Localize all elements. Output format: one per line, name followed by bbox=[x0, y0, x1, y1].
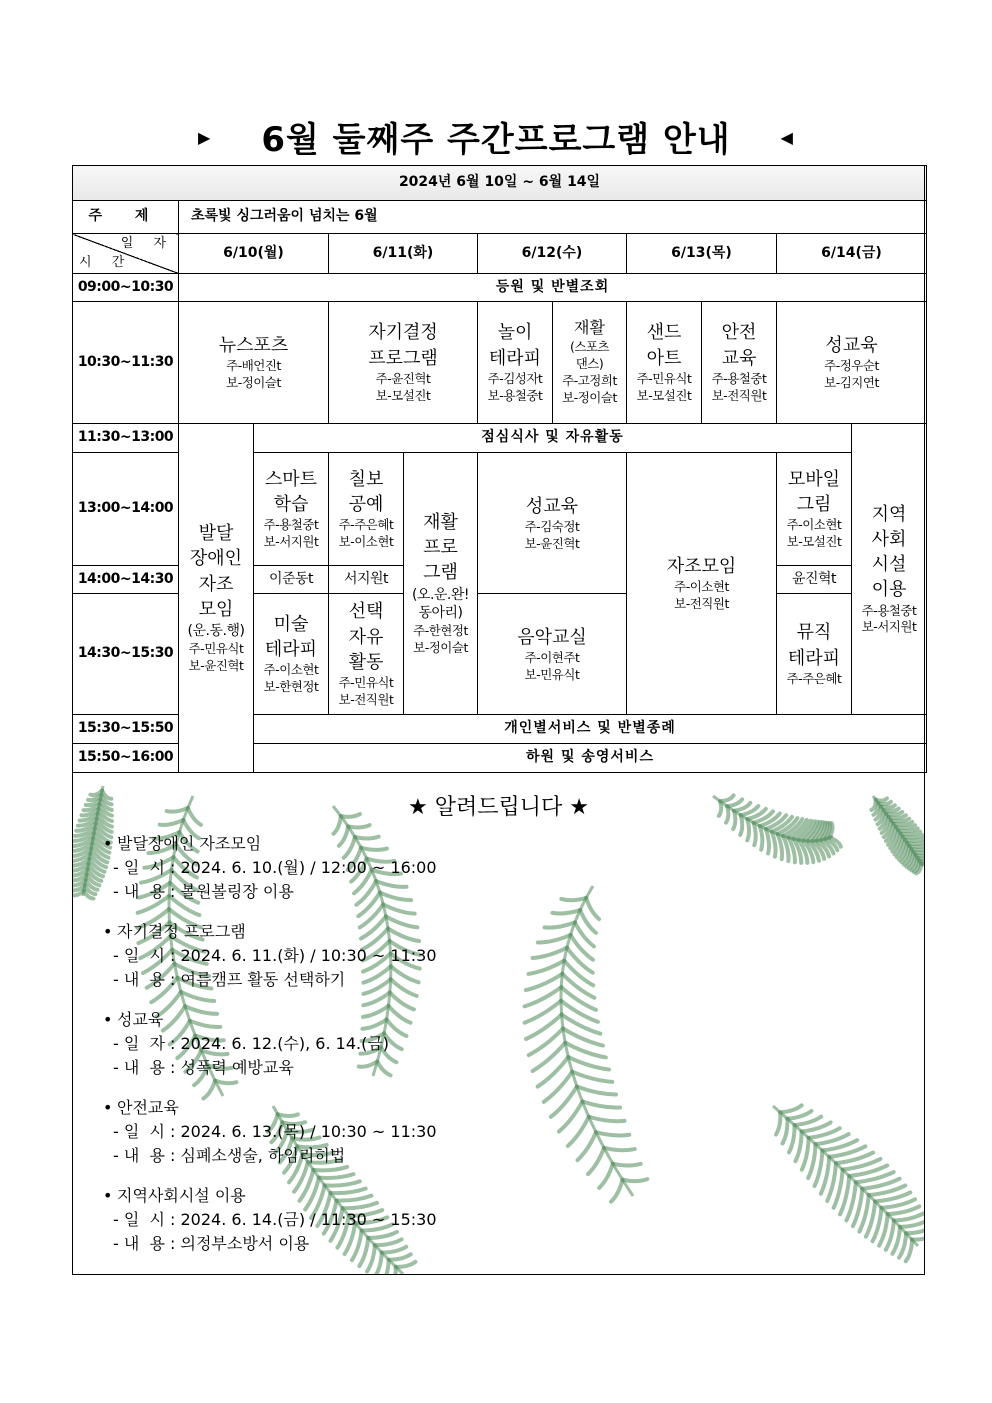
notice-item-content: - 내 용 : 볼원볼링장 이용 bbox=[113, 882, 294, 901]
bullet-icon: • bbox=[103, 922, 113, 941]
time-1300: 13:00~14:00 bbox=[73, 453, 179, 566]
time-1030: 10:30~11:30 bbox=[73, 302, 179, 424]
arrival-row: 등원 및 반별조회 bbox=[179, 274, 927, 302]
notice-item-content: - 내 용 : 여름캠프 활동 선택하기 bbox=[113, 970, 346, 989]
program-name: 활동 bbox=[348, 651, 384, 673]
staff-sub: 보-정이슬t bbox=[413, 640, 468, 656]
staff-main: 주-이소현t bbox=[674, 579, 729, 595]
program-name: 공예 bbox=[348, 494, 384, 516]
program-name: 샌드 bbox=[646, 322, 682, 344]
time-1400: 14:00~14:30 bbox=[73, 566, 179, 594]
program-name: 테라피 bbox=[264, 639, 318, 661]
program-name: 놀이 bbox=[497, 322, 533, 344]
program-name: 발달 bbox=[198, 523, 234, 545]
staff-sub: 보-정이슬t bbox=[562, 389, 617, 405]
day-header-mon: 6/10(월) bbox=[179, 234, 329, 274]
program-name: 교육 bbox=[721, 347, 757, 369]
program-name: 자조모임 bbox=[666, 556, 737, 578]
staff-sub: 보-모설진t bbox=[786, 534, 842, 550]
theme-text: 초록빛 싱그러움이 넘치는 6월 bbox=[179, 201, 927, 234]
staff-sub: 보-민유식t bbox=[524, 666, 580, 682]
program-name: 재활 bbox=[423, 511, 458, 533]
staff-main: 주-이소현t bbox=[786, 517, 842, 533]
staff-main: 주-김숙정t bbox=[524, 518, 580, 534]
program-name: 성교육 bbox=[525, 495, 579, 517]
program-note: 댄스) bbox=[575, 356, 604, 372]
staff-mon-1400: 이준동t bbox=[254, 566, 329, 594]
notice-item-title: 안전교육 bbox=[117, 1098, 179, 1117]
page-title bbox=[0, 112, 992, 161]
staff-main: 주-주은혜t bbox=[786, 670, 842, 686]
staff-sub: 보-서지원t bbox=[263, 534, 319, 550]
notice-item-title: 성교육 bbox=[117, 1010, 164, 1029]
notice-item-date: - 일 시 : 2024. 6. 10.(월) / 12:00 ~ 16:00 bbox=[113, 858, 437, 877]
corner-day-label: 일 자 bbox=[120, 236, 174, 251]
staff-main: 주-민유식t bbox=[188, 640, 244, 656]
program-name: 음악교실 bbox=[517, 626, 587, 648]
staff-main: 주-민유식t bbox=[338, 674, 394, 690]
staff-sub: 보-전직원t bbox=[711, 387, 767, 403]
staff-main: 주-배언진t bbox=[226, 358, 281, 374]
program-name: 재활 bbox=[574, 318, 605, 338]
time-0900: 09:00~10:30 bbox=[73, 274, 179, 302]
bullet-icon: • bbox=[103, 1186, 113, 1205]
notice-item-date: - 일 시 : 2024. 6. 14.(금) / 11:30 ~ 15:30 bbox=[113, 1210, 437, 1229]
bullet-icon: • bbox=[103, 1098, 113, 1117]
theme-label: 주 제 bbox=[73, 201, 179, 234]
notice-item-date: - 일 자 : 2024. 6. 12.(수), 6. 14.(금) bbox=[113, 1034, 390, 1053]
program-name: 학습 bbox=[273, 494, 309, 516]
page-frame bbox=[72, 165, 925, 1275]
staff-main: 주-용철중t bbox=[263, 517, 319, 533]
notice-item-title: 자기결정 프로그램 bbox=[117, 922, 246, 941]
program-name: 테라피 bbox=[488, 347, 542, 369]
program-name: 자기결정 bbox=[368, 322, 438, 344]
staff-sub: 보-모설진t bbox=[636, 387, 692, 403]
staff-sub: 보-윤진혁t bbox=[188, 657, 244, 673]
staff-main: 주-윤진혁t bbox=[375, 370, 431, 386]
staff-sub: 보-김지연t bbox=[824, 375, 879, 391]
notice-item-date: - 일 시 : 2024. 6. 13.(목) / 10:30 ~ 11:30 bbox=[113, 1122, 437, 1141]
program-name: 미술 bbox=[273, 613, 309, 635]
program-name: 모임 bbox=[198, 598, 234, 620]
staff-sub: 보-윤진혁t bbox=[524, 535, 580, 551]
program-note: (운.동.행) bbox=[187, 623, 245, 640]
program-name: 프로 bbox=[423, 537, 458, 559]
notice-item-title: 지역사회시설 이용 bbox=[117, 1186, 246, 1205]
staff-sub: 보-모설진t bbox=[375, 387, 431, 403]
program-note: 동아리) bbox=[418, 605, 463, 622]
program-name: 장애인 bbox=[189, 548, 243, 570]
staff-main: 주-고정희t bbox=[562, 372, 617, 388]
lunch-row: 점심식사 및 자유활동 bbox=[254, 424, 852, 453]
program-name: 스마트 bbox=[264, 468, 318, 490]
program-name: 선택 bbox=[348, 601, 384, 623]
program-name: 이용 bbox=[871, 579, 907, 601]
notice-item-title: 발달장애인 자조모임 bbox=[117, 834, 262, 853]
program-name: 칠보 bbox=[348, 468, 384, 490]
program-name: 모바일 bbox=[787, 468, 841, 490]
program-name: 프로그램 bbox=[368, 347, 438, 369]
program-name: 시설 bbox=[871, 554, 907, 576]
program-name: 자조 bbox=[198, 573, 234, 595]
notice-item-date: - 일 시 : 2024. 6. 11.(화) / 10:30 ~ 11:30 bbox=[113, 946, 437, 965]
time-1550: 15:50~16:00 bbox=[73, 744, 179, 773]
staff-sub: 보-전직원t bbox=[674, 596, 729, 612]
program-name: 자유 bbox=[348, 626, 384, 648]
bullet-icon: • bbox=[103, 1010, 113, 1029]
corner-time-label: 시 간 bbox=[79, 254, 133, 270]
notice-item-content: - 내 용 : 성폭력 예방교육 bbox=[113, 1058, 294, 1077]
individual-row: 개인별서비스 및 반별종례 bbox=[254, 715, 927, 744]
page-title-text: 6월 둘째주 주간프로그램 안내 bbox=[261, 120, 731, 160]
bullet-icon: • bbox=[103, 834, 113, 853]
staff-main: 주-이소현t bbox=[263, 662, 319, 678]
notice-item-content: - 내 용 : 심폐소생술, 하임리히법 bbox=[113, 1146, 346, 1165]
staff-sub: 보-한현정t bbox=[263, 679, 319, 695]
program-name: 테라피 bbox=[787, 647, 841, 669]
staff-sub: 보-이소현t bbox=[338, 534, 394, 550]
staff-main: 주-용철중t bbox=[711, 370, 767, 386]
program-name: 사회 bbox=[871, 528, 907, 550]
time-1430: 14:30~15:30 bbox=[73, 594, 179, 715]
time-1130: 11:30~13:00 bbox=[73, 424, 179, 453]
staff-main: 주-용철중t bbox=[861, 602, 917, 618]
time-1530: 15:30~15:50 bbox=[73, 715, 179, 744]
program-name: 그림 bbox=[796, 494, 832, 516]
day-header-fri: 6/14(금) bbox=[777, 234, 927, 274]
triangle-right-icon: ▶ bbox=[198, 128, 212, 147]
staff-sub: 보-전직원t bbox=[338, 691, 394, 707]
staff-fri-1400: 윤진혁t bbox=[777, 566, 852, 594]
date-range: 2024년 6월 10일 ~ 6월 14일 bbox=[73, 166, 927, 201]
staff-sub: 보-서지원t bbox=[861, 619, 917, 635]
staff-sub: 보-정이슬t bbox=[226, 375, 281, 391]
staff-sub: 보-용철중t bbox=[487, 387, 543, 403]
staff-main: 주-이현주t bbox=[524, 649, 580, 665]
staff-main: 주-한현정t bbox=[413, 623, 468, 639]
program-name: 뮤직 bbox=[796, 622, 832, 644]
triangle-left-icon: ◀ bbox=[780, 128, 794, 147]
departure-row: 하원 및 송영서비스 bbox=[254, 744, 927, 773]
day-header-tue: 6/11(화) bbox=[329, 234, 478, 274]
notice-item-content: - 내 용 : 의정부소방서 이용 bbox=[113, 1234, 310, 1253]
day-header-thu: 6/13(목) bbox=[627, 234, 777, 274]
program-note: (오.운.완! bbox=[411, 586, 470, 603]
day-header-wed: 6/12(수) bbox=[478, 234, 627, 274]
program-name: 아트 bbox=[646, 347, 682, 369]
program-name: 뉴스포츠 bbox=[218, 335, 289, 357]
staff-tue-1400: 서지원t bbox=[329, 566, 404, 594]
notice-title: ★ 알려드립니다 ★ bbox=[408, 795, 589, 820]
program-name: 지역 bbox=[871, 503, 907, 525]
staff-main: 주-주은혜t bbox=[338, 517, 394, 533]
program-note: (스포츠 bbox=[569, 339, 610, 355]
program-name: 안전 bbox=[721, 322, 757, 344]
staff-main: 주-정우순t bbox=[824, 358, 879, 374]
staff-main: 주-민유식t bbox=[636, 370, 692, 386]
staff-main: 주-김성자t bbox=[487, 370, 543, 386]
program-name: 성교육 bbox=[825, 335, 878, 357]
program-name: 그램 bbox=[423, 562, 458, 584]
